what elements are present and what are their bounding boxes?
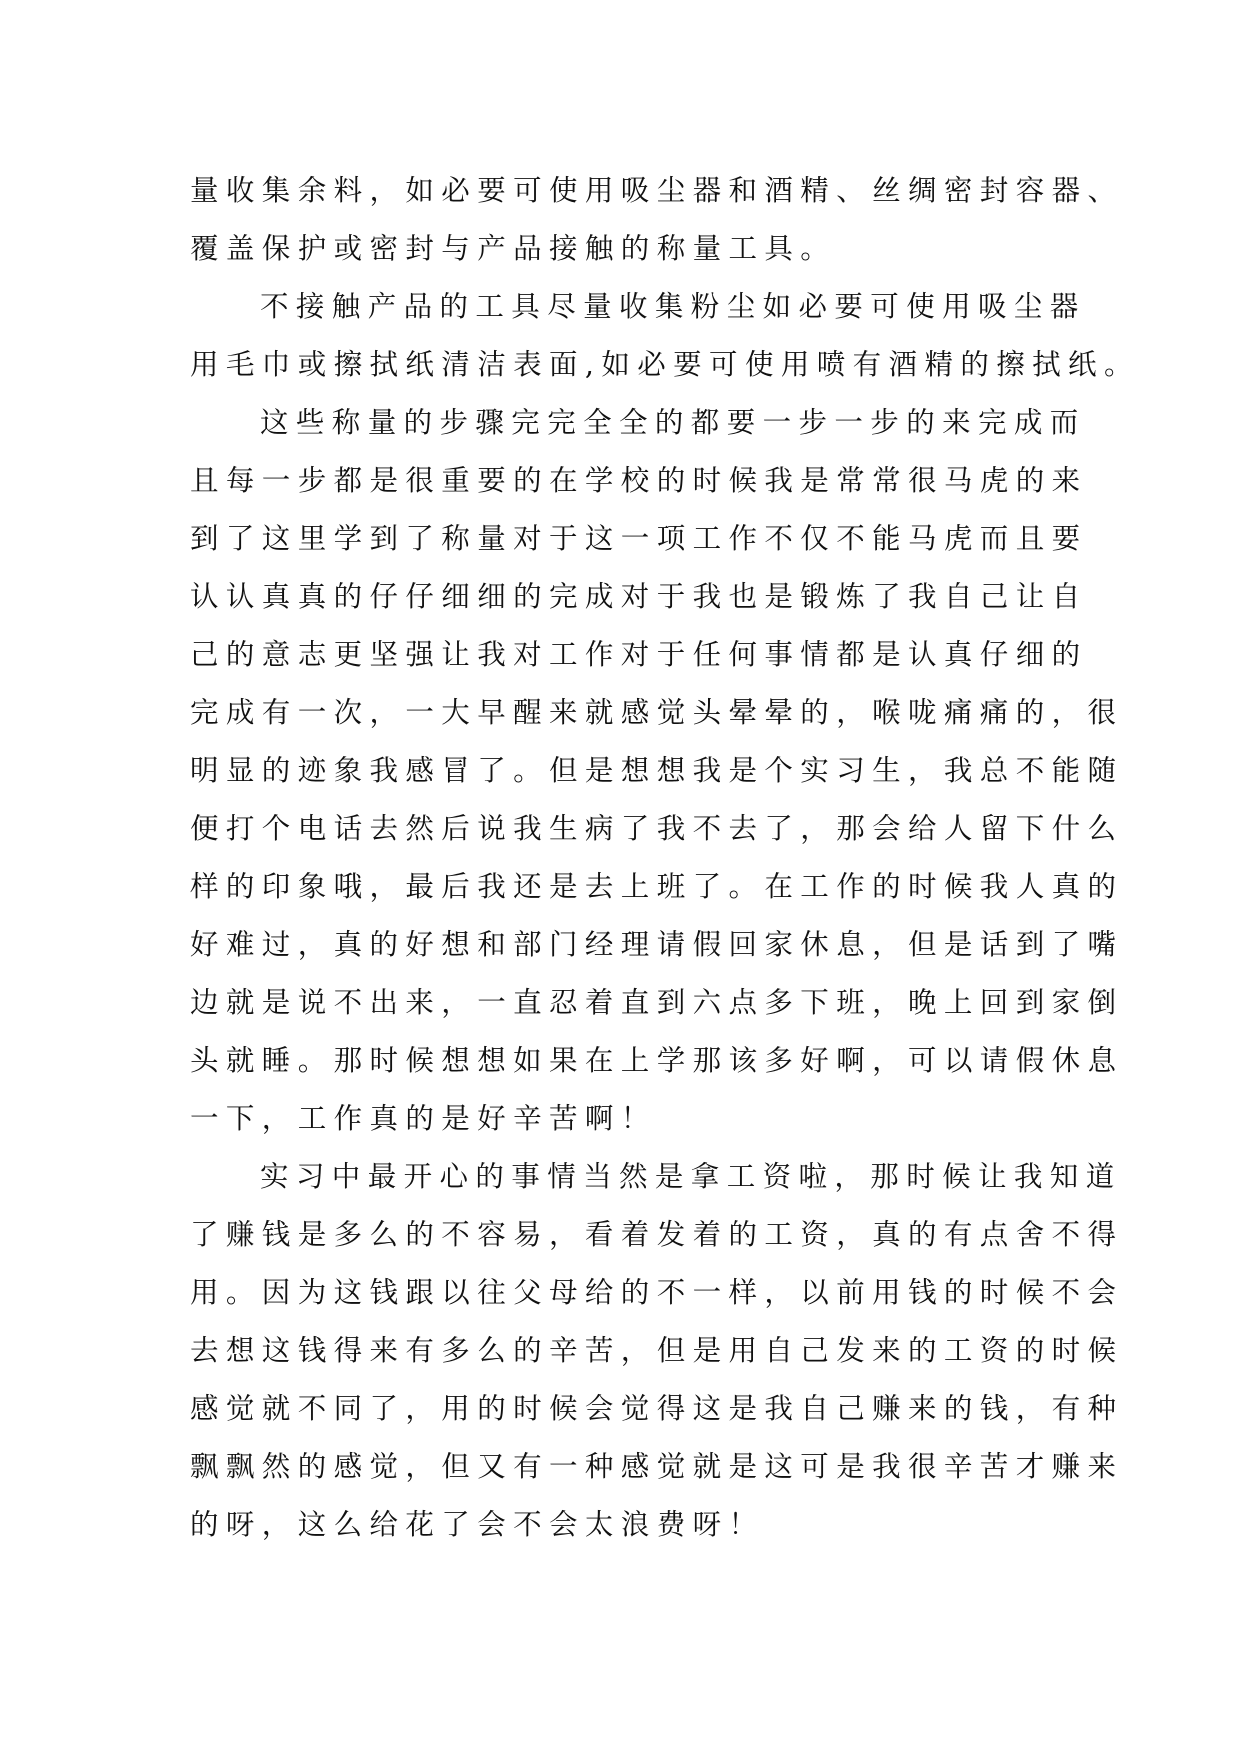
text-line: 了赚钱是多么的不容易，看着发着的工资，真的有点舍不得 <box>190 1218 1124 1251</box>
paragraph-start-line: 不接触产品的工具尽量收集粉尘如必要可使用吸尘器 <box>260 290 1086 323</box>
text-line: 到了这里学到了称量对于这一项工作不仅不能马虎而且要 <box>190 522 1088 555</box>
document-body <box>190 162 1140 1554</box>
text-line: 便打个电话去然后说我生病了我不去了，那会给人留下什么 <box>190 812 1124 845</box>
text-line: 的呀，这么给花了会不会太浪费呀！ <box>190 1508 765 1541</box>
paragraph-start-line: 这些称量的步骤完完全全的都要一步一步的来完成而 <box>260 406 1086 439</box>
text-line: 感觉就不同了，用的时候会觉得这是我自己赚来的钱，有种 <box>190 1392 1124 1425</box>
text-line: 量收集余料，如必要可使用吸尘器和酒精、丝绸密封容器、 <box>190 174 1124 207</box>
text-line: 好难过，真的好想和部门经理请假回家休息，但是话到了嘴 <box>190 928 1124 961</box>
text-line: 用。因为这钱跟以往父母给的不一样，以前用钱的时候不会 <box>190 1276 1124 1309</box>
text-line: 覆盖保护或密封与产品接触的称量工具。 <box>190 232 837 265</box>
text-line: 去想这钱得来有多么的辛苦，但是用自己发来的工资的时候 <box>190 1334 1124 1367</box>
paragraph-start-line: 实习中最开心的事情当然是拿工资啦，那时候让我知道 <box>260 1160 1122 1193</box>
text-line: 用毛巾或擦拭纸清洁表面,如必要可使用喷有酒精的擦拭纸。 <box>190 348 1140 381</box>
text-line: 认认真真的仔仔细细的完成对于我也是锻炼了我自己让自 <box>190 580 1088 613</box>
text-line: 一下，工作真的是好辛苦啊！ <box>190 1102 657 1135</box>
text-line: 边就是说不出来，一直忍着直到六点多下班，晚上回到家倒 <box>190 986 1124 1019</box>
text-line: 己的意志更坚强让我对工作对于任何事情都是认真仔细的 <box>190 638 1088 671</box>
text-line: 飘飘然的感觉，但又有一种感觉就是这可是我很辛苦才赚来 <box>190 1450 1124 1483</box>
text-line: 且每一步都是很重要的在学校的时候我是常常很马虎的来 <box>190 464 1088 497</box>
text-line: 样的印象哦，最后我还是去上班了。在工作的时候我人真的 <box>190 870 1124 903</box>
text-line: 头就睡。那时候想想如果在上学那该多好啊，可以请假休息 <box>190 1044 1124 1077</box>
text-line: 明显的迹象我感冒了。但是想想我是个实习生，我总不能随 <box>190 754 1124 787</box>
text-line: 完成有一次，一大早醒来就感觉头晕晕的，喉咙痛痛的，很 <box>190 696 1124 729</box>
